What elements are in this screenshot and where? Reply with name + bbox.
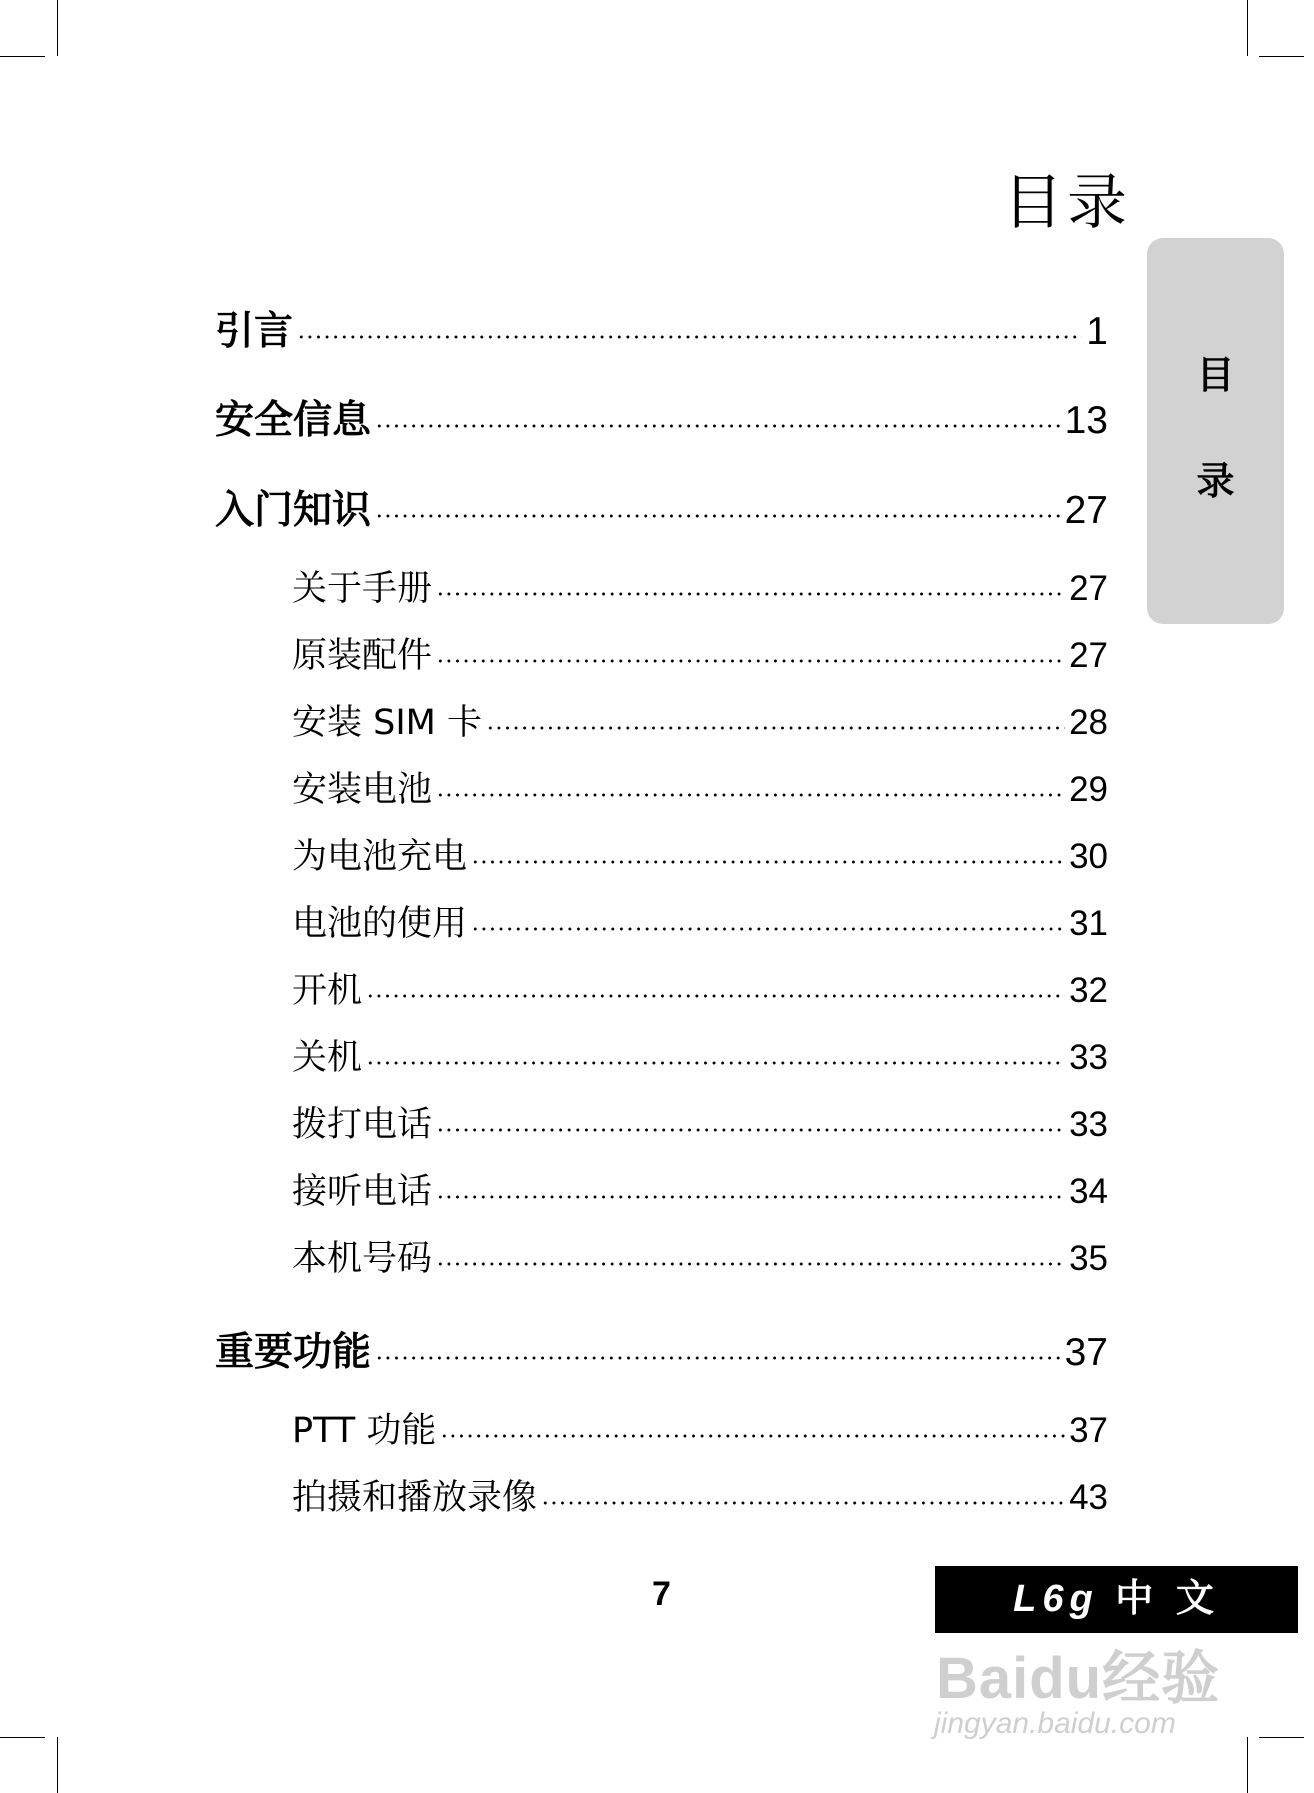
dot-leader [486, 699, 1065, 734]
toc-entry-page: 30 [1069, 837, 1108, 876]
toc-entry-page: 37 [1064, 1331, 1108, 1374]
dot-leader [375, 394, 1061, 433]
toc-entry[interactable] [292, 762, 1108, 812]
toc-entry[interactable] [292, 1403, 1108, 1453]
toc-entry[interactable] [292, 561, 1108, 611]
dot-leader [436, 1168, 1065, 1203]
toc-entry[interactable] [292, 1231, 1108, 1281]
language-label: 中 文 [1115, 1578, 1220, 1620]
toc-entry-title: 开机 [292, 971, 363, 1011]
toc-entry[interactable] [292, 896, 1108, 946]
dot-leader [440, 1407, 1065, 1442]
dot-leader [436, 565, 1065, 600]
toc-entry-title: 本机号码 [292, 1239, 433, 1279]
dot-leader [436, 766, 1065, 801]
page-number: 7 [652, 1575, 671, 1613]
dot-leader [366, 1034, 1065, 1069]
toc-entry-title: 入门知识 [215, 488, 372, 533]
toc-entry-title: 关于手册 [292, 569, 433, 609]
toc-entry-title: PTT 功能 [292, 1411, 437, 1451]
dot-leader [375, 1326, 1061, 1365]
toc-entry-page: 32 [1069, 971, 1108, 1010]
side-tab-char: 目 [1196, 352, 1235, 397]
dot-leader [375, 484, 1061, 523]
dot-leader [436, 1235, 1065, 1270]
toc-entry-title: 安全信息 [215, 398, 372, 443]
model-label [935, 1566, 1298, 1633]
toc-entry-page: 13 [1064, 399, 1108, 442]
toc-entry-page: 27 [1069, 636, 1108, 675]
toc-entry-title: 拍摄和播放录像 [292, 1478, 538, 1518]
toc-entry-page: 33 [1069, 1105, 1108, 1144]
toc-entry[interactable] [292, 695, 1108, 745]
toc-entry[interactable] [292, 963, 1108, 1013]
toc-entry-page: 29 [1069, 770, 1108, 809]
watermark [930, 1627, 1240, 1747]
toc-entry-title: 关机 [292, 1038, 363, 1078]
toc-entry[interactable] [292, 1097, 1108, 1147]
watermark-logo: Baidu经验 [936, 1646, 1221, 1711]
toc-entry[interactable] [292, 829, 1108, 879]
toc-entry-page: 34 [1069, 1172, 1108, 1211]
watermark-url: jingyan.baidu.com [934, 1707, 1176, 1740]
toc-entry-page: 27 [1069, 569, 1108, 608]
toc-entry[interactable] [292, 1164, 1108, 1214]
toc-entry[interactable] [292, 628, 1108, 678]
toc-entry-page: 28 [1069, 703, 1108, 742]
toc-entry[interactable] [215, 1321, 1108, 1375]
toc-entry-title: 重要功能 [215, 1330, 372, 1375]
toc-entry-page: 37 [1069, 1411, 1108, 1450]
toc-entry-title: 安装电池 [292, 770, 433, 810]
toc-entry-page: 33 [1069, 1038, 1108, 1077]
dot-leader [436, 1101, 1065, 1136]
toc-entry[interactable] [292, 1470, 1108, 1520]
dot-leader [471, 833, 1065, 868]
page-title: 目录 [1003, 168, 1131, 238]
toc-entry[interactable] [215, 300, 1108, 354]
model-name: L6g [1013, 1578, 1099, 1620]
toc-entry-page: 35 [1069, 1239, 1108, 1278]
toc-entry-title: 接听电话 [292, 1172, 433, 1212]
toc-entry-title: 为电池充电 [292, 837, 468, 877]
toc-entry[interactable] [215, 479, 1108, 533]
toc-entry-title: 电池的使用 [292, 904, 468, 944]
side-tab-char: 录 [1196, 458, 1235, 503]
toc-entry-title: 引言 [215, 309, 294, 354]
toc-entry-page: 27 [1064, 489, 1108, 532]
toc-entry-page: 31 [1069, 904, 1108, 943]
dot-leader [436, 632, 1065, 667]
toc-entry-page: 43 [1069, 1478, 1108, 1517]
toc-entry-title: 原装配件 [292, 636, 433, 676]
toc-entry[interactable] [292, 1030, 1108, 1080]
dot-leader [471, 900, 1065, 935]
toc-entry[interactable] [215, 389, 1108, 443]
dot-leader [366, 967, 1065, 1002]
toc-entry-page: 1 [1086, 310, 1108, 353]
dot-leader [541, 1474, 1065, 1509]
toc-entry-title: 拨打电话 [292, 1105, 433, 1145]
toc-entry-title: 安装 SIM 卡 [292, 703, 482, 743]
dot-leader [297, 305, 1082, 344]
